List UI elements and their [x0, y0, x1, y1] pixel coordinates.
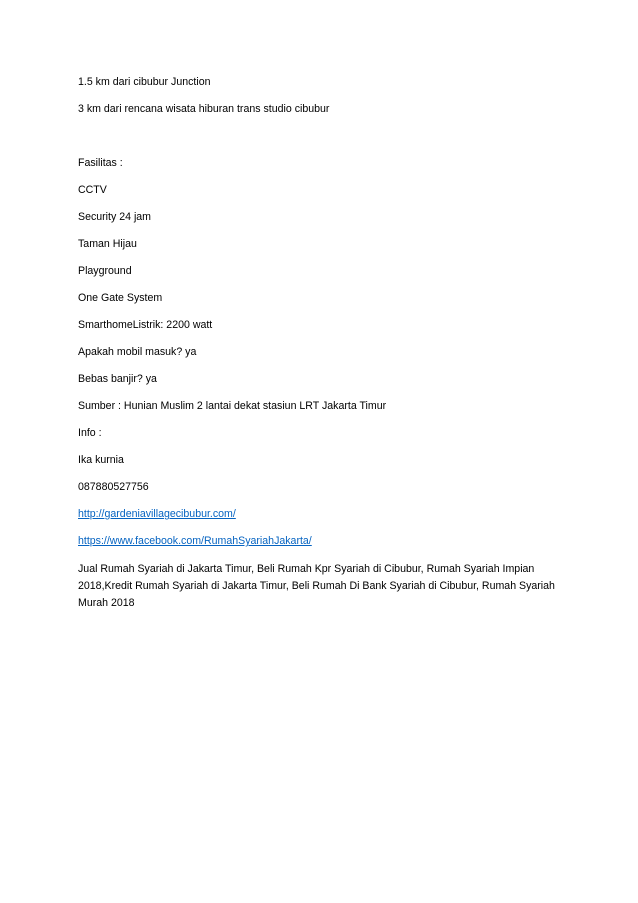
facebook-paragraph	[78, 534, 558, 548]
document-body	[78, 75, 558, 625]
keywords-paragraph: Jual Rumah Syariah di Jakarta Timur, Beli Rumah Kpr Syariah di Cibubur, Rumah Syariah Impian 2018,Kredit Rumah Syariah di Jakarta Timur, Beli Rumah Di Bank Syariah di Cibubur, Rumah Syariah Murah 2018	[78, 563, 555, 609]
car-access: Apakah mobil masuk? ya	[78, 346, 197, 358]
facility-garden: Taman Hijau	[78, 238, 137, 250]
blank-line	[78, 129, 558, 143]
contact-phone: 087880527756	[78, 481, 149, 493]
distance-trans-studio: 3 km dari rencana wisata hiburan trans studio cibubur	[78, 103, 330, 115]
facility-cctv: CCTV	[78, 184, 107, 196]
facility-security: Security 24 jam	[78, 211, 152, 223]
facility-smarthome: SmarthomeListrik: 2200 watt	[78, 319, 213, 331]
contact-name: Ika kurnia	[78, 454, 124, 466]
facebook-link[interactable]: https://www.facebook.com/RumahSyariahJakarta/	[78, 535, 312, 547]
facility-one-gate: One Gate System	[78, 292, 163, 304]
website-paragraph	[78, 507, 558, 521]
source-line: Sumber : Hunian Muslim 2 lantai dekat stasiun LRT Jakarta Timur	[78, 400, 387, 412]
facilities-heading: Fasilitas :	[78, 157, 123, 169]
flood-free: Bebas banjir? ya	[78, 373, 157, 385]
website-link[interactable]: http://gardeniavillagecibubur.com/	[78, 508, 236, 520]
info-heading: Info :	[78, 427, 102, 439]
facility-playground: Playground	[78, 265, 132, 277]
distance-cibubur-junction: 1.5 km dari cibubur Junction	[78, 76, 211, 88]
